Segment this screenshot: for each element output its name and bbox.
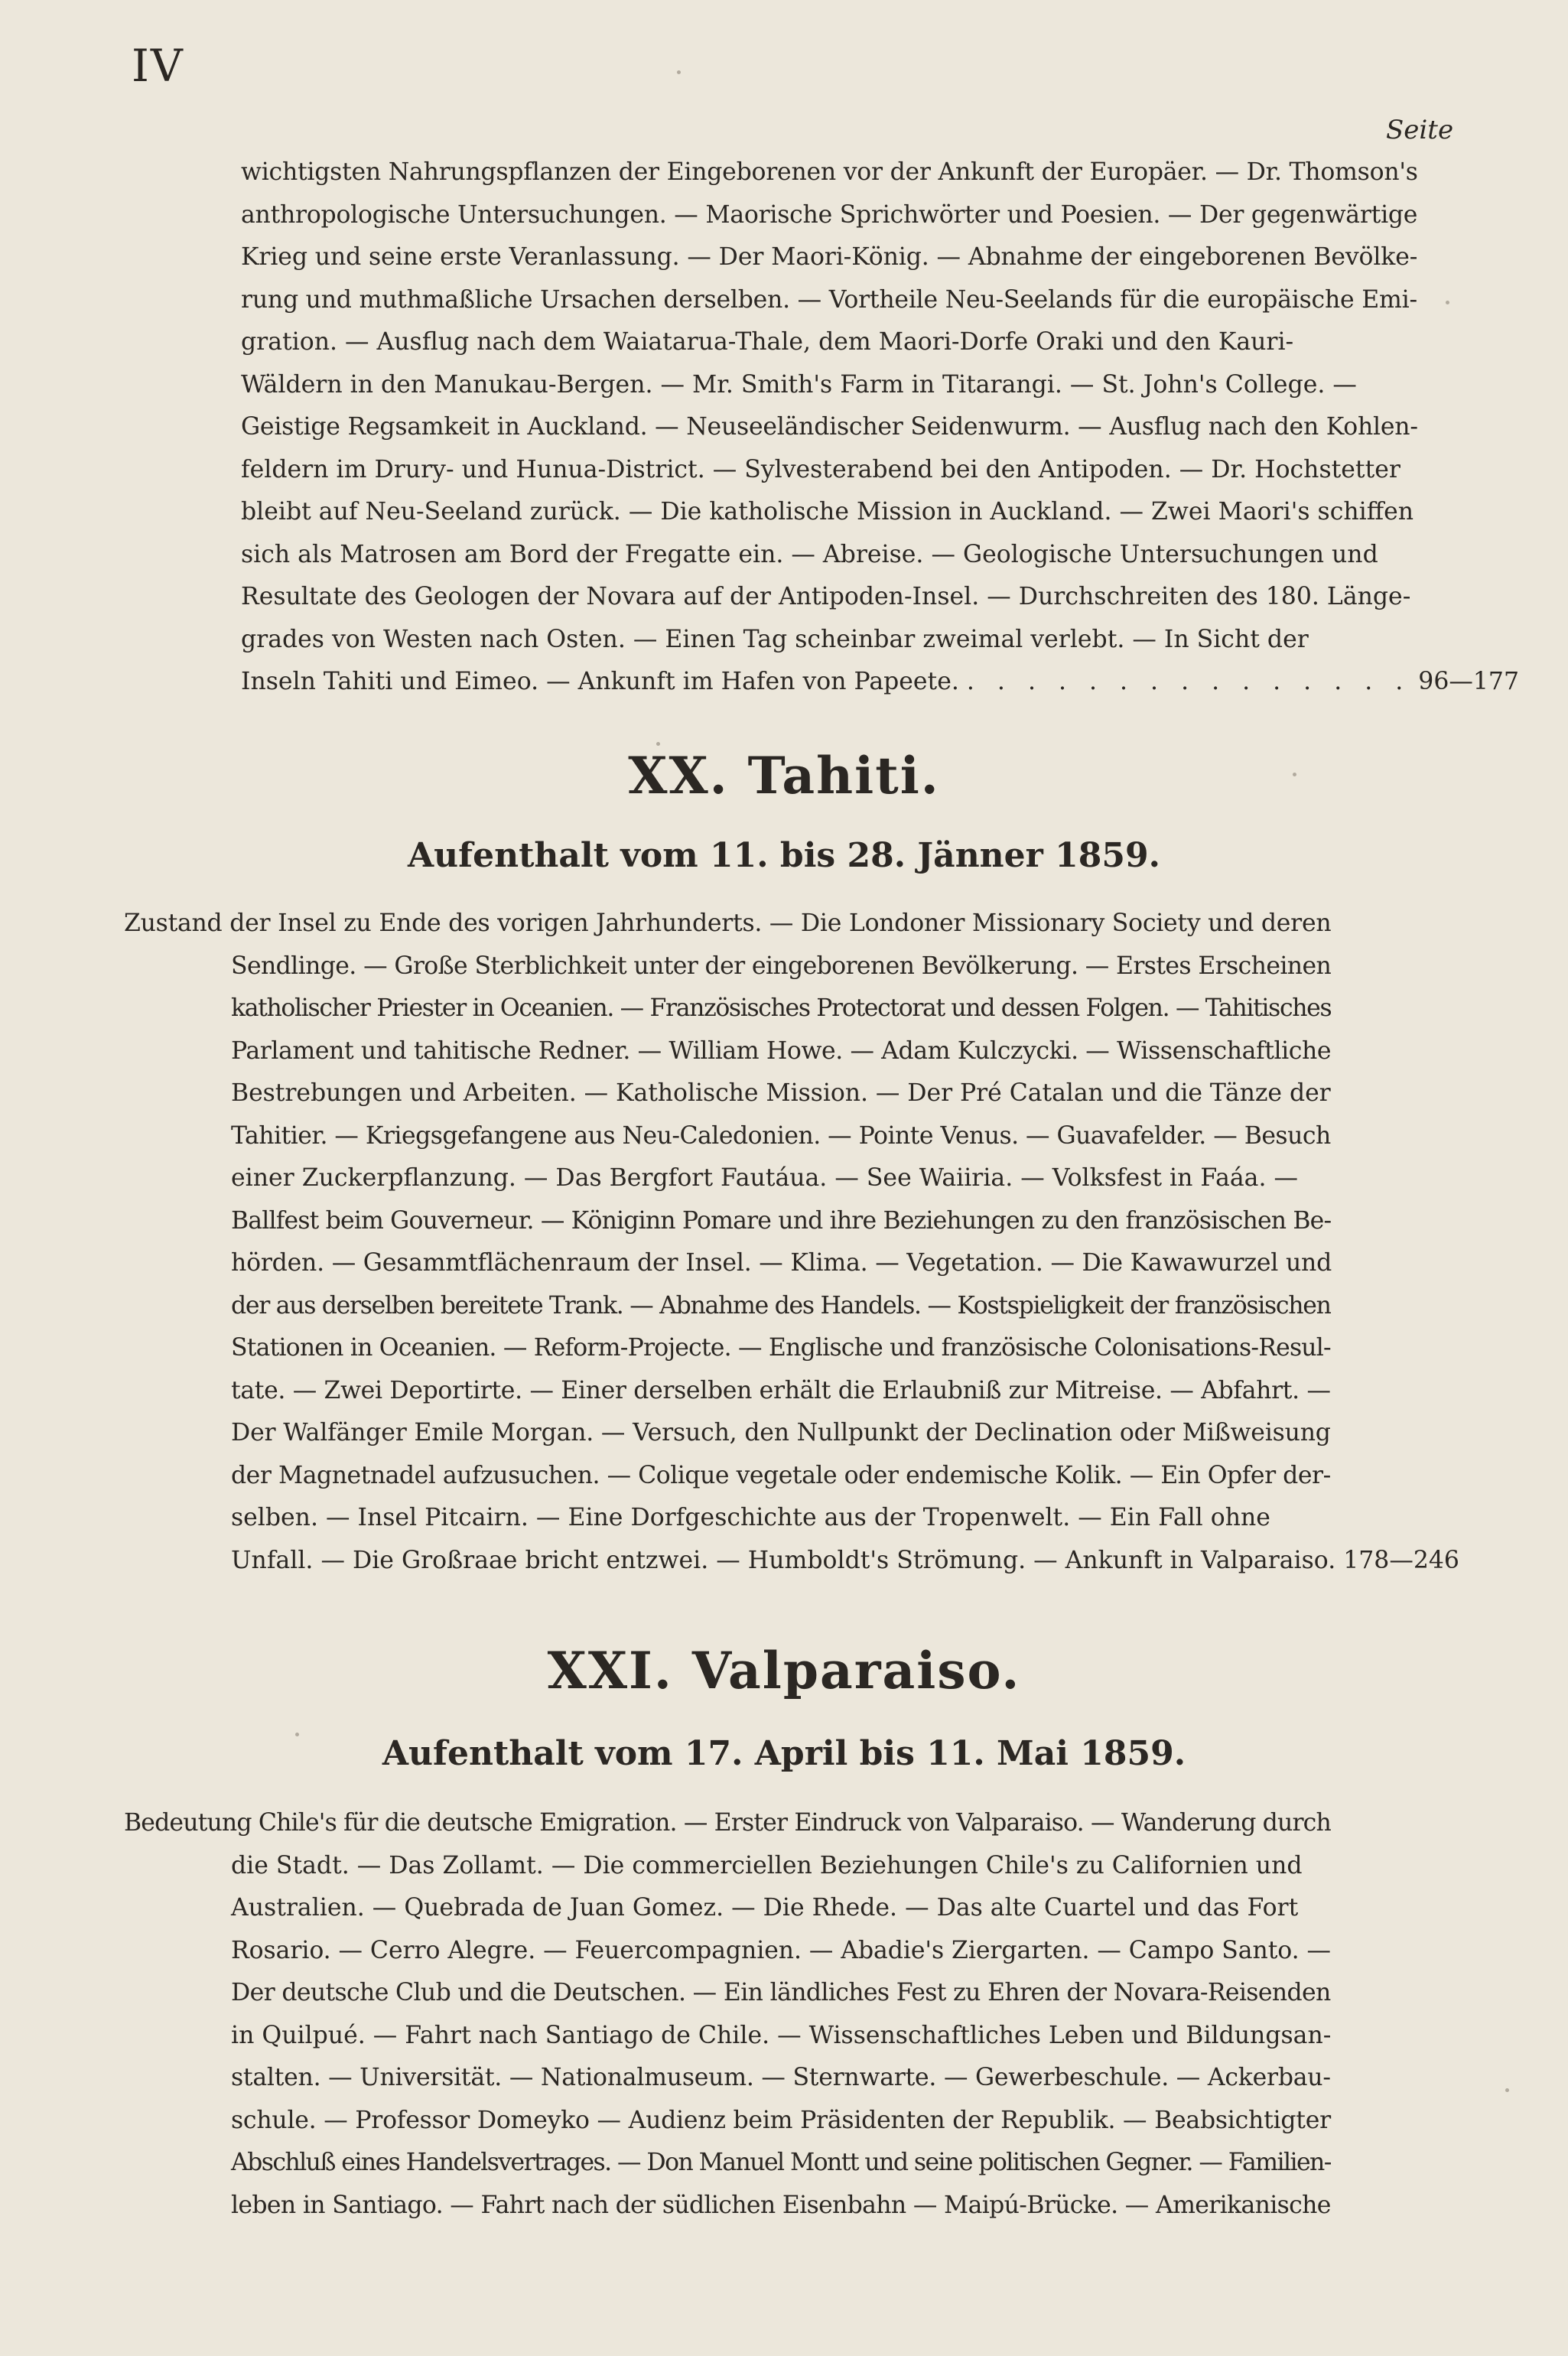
summary-line: Abschluß eines Handelsvertrages. — Don Manuel Montt und seine politischen Gegner. — Familien- <box>231 2149 1331 2176</box>
summary-line: Resultate des Geologen der Novara auf der Antipoden-Insel. — Durchschreiten des 180. Länge- <box>241 583 1411 610</box>
summary-line: anthropologische Untersuchungen. — Maorische Sprichwörter und Poesien. — Der gegenwärtige <box>241 200 1418 229</box>
summary-line: Australien. — Quebrada de Juan Gomez. — Die Rhede. — Das alte Cuartel und das Fort <box>231 1894 1299 1922</box>
summary-line: Krieg und seine erste Veranlassung. — Der Maori-König. — Abnahme der eingeborenen Bevölke- <box>241 243 1418 271</box>
summary-line: Unfall. — Die Großraae bricht entzwei. — Humboldt's Strömung. — Ankunft in Valparaiso. <box>231 1546 1336 1574</box>
summary-line: in Quilpué. — Fahrt nach Santiago de Chile. — Wissenschaftliches Leben und Bildungsan- <box>231 2021 1332 2049</box>
summary-line: wichtigsten Nahrungspflanzen der Eingeborenen vor der Ankunft der Europäer. — Dr. Thomson's <box>241 158 1418 186</box>
summary-line: Stationen in Oceanien. — Reform-Projecte. — Englische und französische Colonisations-Resul- <box>231 1334 1331 1362</box>
page-range: 96—177 <box>1418 668 1520 695</box>
page-range: 178—246 <box>1343 1546 1459 1574</box>
paper-speck <box>1446 301 1449 304</box>
seite-column-header: Seite <box>1386 115 1454 145</box>
summary-line: Inseln Tahiti und Eimeo. — Ankunft im Hafen von Papeete. <box>241 668 959 695</box>
summary-line: Bedeutung Chile's für die deutsche Emigration. — Erster Eindruck von Valparaiso. — Wanderung durch <box>124 1809 1331 1837</box>
summary-line-last <box>231 1540 1459 1583</box>
summary-line: katholischer Priester in Oceanien. — Französisches Protectorat und dessen Folgen. — Tahitisches <box>231 994 1332 1022</box>
paper-speck <box>677 70 681 74</box>
summary-line: Parlament und tahitische Redner. — William Howe. — Adam Kulczycki. — Wissenschaftliche <box>231 1036 1332 1065</box>
summary-line: bleibt auf Neu-Seeland zurück. — Die katholische Mission in Auckland. — Zwei Maori's schiffen <box>241 498 1414 526</box>
summary-line: rung und muthmaßliche Ursachen derselben. — Vortheile Neu-Seelands für die europäische Emi- <box>241 285 1417 314</box>
summary-line: einer Zuckerpflanzung. — Das Bergfort Fautáua. — See Waiiria. — Volksfest in Faáa. — <box>231 1164 1298 1192</box>
summary-line: tate. — Zwei Deportirte. — Einer derselben erhält die Erlaubniß zur Mitreise. — Abfahrt. — <box>231 1376 1331 1404</box>
summary-line: hörden. — Gesammtflächenraum der Insel. — Klima. — Vegetation. — Die Kawawurzel und <box>231 1249 1332 1277</box>
summary-line: Bestrebungen und Arbeiten. — Katholische Mission. — Der Pré Catalan und die Tänze der <box>231 1079 1331 1107</box>
summary-line: Wäldern in den Manukau-Bergen. — Mr. Smith's Farm in Titarangi. — St. John's College. — <box>241 370 1357 399</box>
summary-line: gration. — Ausflug nach dem Waiatarua-Thale, dem Maori-Dorfe Oraki und den Kauri- <box>241 328 1294 356</box>
summary-line: die Stadt. — Das Zollamt. — Die commerciellen Beziehungen Chile's zu Californien und <box>231 1851 1303 1879</box>
chapter-summary <box>124 1802 1332 2227</box>
summary-line: leben in Santiago. — Fahrt nach der südlichen Eisenbahn — Maipú-Brücke. — Amerikanische <box>231 2191 1331 2219</box>
paper-speck <box>656 742 660 746</box>
leader-dots: . . . . . . . . . . . . . . . <box>966 668 1411 695</box>
summary-line: Geistige Regsamkeit in Auckland. — Neuseeländischer Seidenwurm. — Ausflug nach den Kohlen- <box>241 413 1418 441</box>
summary-line: Rosario. — Cerro Alegre. — Feuercompagnien. — Abadie's Ziergarten. — Campo Santo. — <box>231 1936 1331 1964</box>
summary-line: Ballfest beim Gouverneur. — Königinn Pomare und ihre Beziehungen zu den französischen Be- <box>231 1206 1332 1235</box>
summary-line: Tahitier. — Kriegsgefangene aus Neu-Caledonien. — Pointe Venus. — Guavafelder. — Besuch <box>231 1121 1331 1150</box>
summary-line: schule. — Professor Domeyko — Audienz beim Präsidenten der Republik. — Beabsichtigter <box>231 2106 1331 2134</box>
summary-line: Der deutsche Club und die Deutschen. — Ein ländliches Fest zu Ehren der Novara-Reisenden <box>231 1979 1331 2006</box>
summary-line: grades von Westen nach Osten. — Einen Tag scheinbar zweimal verlebt. — In Sicht der <box>241 625 1309 653</box>
summary-line: selben. — Insel Pitcairn. — Eine Dorfgeschichte aus der Tropenwelt. — Ein Fall ohne <box>231 1504 1270 1531</box>
chapter-subtitle: Aufenthalt vom 17. April bis 11. Mai 1859. <box>382 1734 1186 1773</box>
summary-line: feldern im Drury- und Hunua-District. — Sylvesterabend bei den Antipoden. — Dr. Hochstetter <box>241 455 1400 483</box>
summary-line-last <box>241 661 1520 704</box>
summary-line: sich als Matrosen am Bord der Fregatte ein. — Abreise. — Geologische Untersuchungen und <box>241 540 1378 568</box>
summary-line: stalten. — Universität. — Nationalmuseum. — Sternwarte. — Gewerbeschule. — Ackerbau- <box>231 2064 1331 2091</box>
chapter-summary-continued <box>241 151 1520 704</box>
paper-speck <box>1293 773 1296 776</box>
chapter-title: XXI. Valparaiso. <box>547 1641 1021 1700</box>
summary-line: der aus derselben bereitete Trank. — Abnahme des Handels. — Kostspieligkeit der französischen <box>231 1291 1331 1320</box>
paper-speck <box>295 1733 299 1736</box>
chapter-subtitle: Aufenthalt vom 11. bis 28. Jänner 1859. <box>408 836 1160 875</box>
page-number: IV <box>132 40 184 92</box>
chapter-title: XX. Tahiti. <box>628 746 940 805</box>
summary-line: Zustand der Insel zu Ende des vorigen Jahrhunderts. — Die Londoner Missionary Society und deren <box>124 910 1332 937</box>
summary-line: Sendlinge. — Große Sterblichkeit unter der eingeborenen Bevölkerung. — Erstes Erscheinen <box>231 952 1332 980</box>
summary-line: der Magnetnadel aufzusuchen. — Colique vegetale oder endemische Kolik. — Ein Opfer der- <box>231 1461 1331 1489</box>
chapter-summary <box>124 903 1459 1582</box>
summary-line: Der Walfänger Emile Morgan. — Versuch, den Nullpunkt der Declination oder Mißweisung <box>231 1419 1331 1446</box>
paper-speck <box>1505 2088 1509 2092</box>
